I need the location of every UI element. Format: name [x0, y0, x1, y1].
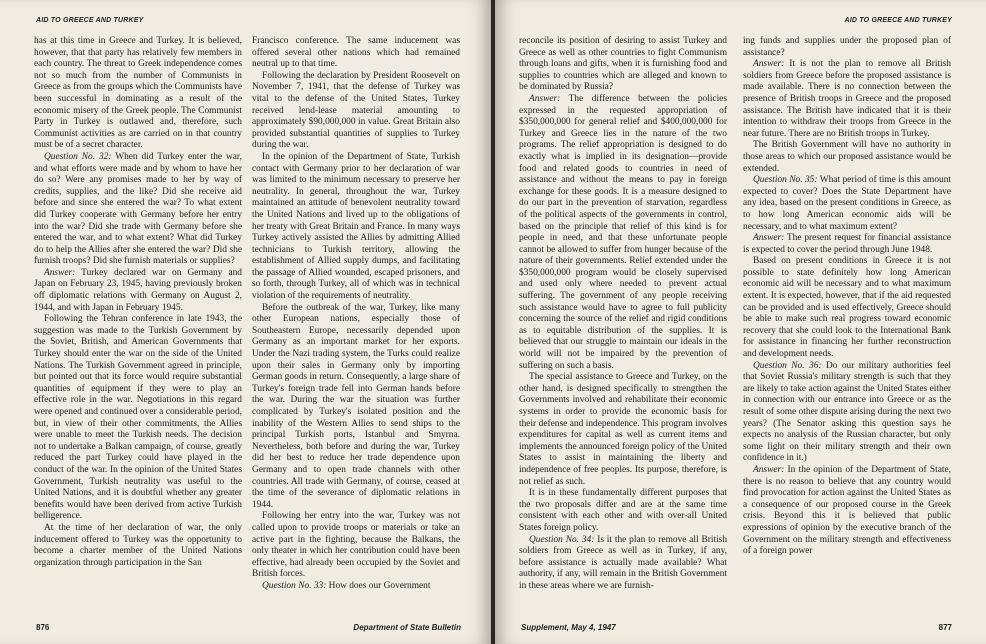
paragraph: [743, 361, 951, 465]
paragraph-label: Answer:: [44, 267, 76, 278]
paragraph: [743, 140, 951, 175]
paragraph: [743, 465, 951, 558]
paragraph-text: has at this time in Greece and Turkey. It is believed, however, that that party has relatively few members in each country. The threat to Greek independence comes not so much from the number of Communists in Greece as from the groups which the Communists have been successful in dominating as a result of the economic misery of the Greek people. The Communist Party in Turkey is outlawed and, therefore, such Communist activities as are carried on in that country must be of a secret character.: [34, 36, 242, 151]
paragraph-text: The difference between the policies expressed in the requested appropriation of $350,000,000 for general relief and $400,000,000 for Turkey and Greece lies in the nature of the two programs. The relief appropriation is designed to do exactly what is implied in its designation—provide food and related goods to countries in need of assistance and without the means to pay in foreign exchange for these goods. It is a measure designed to do our part in the prevention of starvation, regardless of the political aspects of the governments in control, based on the principle that relief of this kind is for people in need, and that these unfortunate people cannot be allowed to suffer from hunger because of the nature of their governments. Relief extended under the $350,000,000 program would be closely supervised and used only where needed to prevent actual suffering. The government of any people receiving such assistance would have to agree to full publicity concerning the source of the relief and rigid conditions as to equitable distribution of the supplies. It is believed that our struggle to maintain our ideals in the world will not be impaired by the prevention of suffering on such a basis.: [519, 93, 727, 371]
paragraph: [34, 152, 242, 268]
paragraph-label: Question No. 32:: [44, 151, 112, 162]
paragraph-text: It is not the plan to remove all British soldiers from Greece before the proposed assistance is made available. There is no connection between the presence of British troops in Greece and the proposed assistance. The British have indicated that it is their intention to withdraw their troops from Greece in the near future. There are no British troops in Turkey.: [743, 59, 951, 139]
paragraph: [252, 511, 460, 581]
paragraph-text: When did Turkey enter the war, and what efforts were made and by whom to have her do so? Were any promises made to her by way of credits, supplies, and the like? Did she receive aid before and since she entered the war? To what extent did Turkey cooperate with Germany before her entry into the war? Did she trade with Germany before she entered the war, and to what extent? What did Turkey do to help the Allies after she entered the war? Did she furnish troops? Did she furnish materials or supplies?: [34, 151, 242, 267]
paragraph-label: Question No. 35:: [753, 175, 818, 186]
right-page: [495, 0, 986, 644]
paragraph-text: What period of time is this amount expected to cover? Does the State Department have any idea, based on the present conditions in Greece, as to how long American economic aids will be necessary, and to what maximum extent?: [743, 175, 951, 232]
paragraph-text: Francisco conference. The same inducement was offered several other nations which had remained neutral up to that time.: [252, 36, 460, 70]
paragraph-label: Question No. 36:: [753, 360, 822, 371]
paragraph-label: Answer:: [753, 59, 785, 70]
paragraph-text: ing funds and supplies under the proposed plan of assistance?: [743, 36, 951, 58]
paragraph: [519, 94, 727, 372]
paragraph-text: Before the outbreak of the war, Turkey, like many other European nations, especially those of Southeastern Europe, necessarily depended upon Germany as an important market for her exports. Under the Nazi trading system, the Turks could realize upon their sales in Germany only by importing German goods in return. Consequently, a large share of Turkey's foreign trade fell into German hands before the war. During the war the situation was further complicated by Turkey's isolated position and the inability of the Western Allies to send ships to the principal Turkish ports, Istanbul and Smyrna. Nevertheless, both before and during the war, Turkey did her best to reduce her trade dependence upon Germany and to open trade channels with other countries. All trade with Germany, of course, ceased at the time of the severance of diplomatic relations in 1944.: [252, 302, 460, 510]
footer-title: Supplement, May 4, 1947: [521, 623, 616, 632]
paragraph: [743, 256, 951, 360]
footer-title: Department of State Bulletin: [353, 623, 461, 632]
paragraph: [519, 488, 727, 534]
paragraph: [519, 36, 727, 94]
paragraph: [252, 581, 460, 593]
column-1: [34, 36, 242, 610]
paragraph: [519, 535, 727, 593]
paragraph: [519, 372, 727, 488]
paragraph-text: The special assistance to Greece and Turkey, on the other hand, is designed specifically to strengthen the Governments involved and rehabilitate their economic systems in order to provide the economic basis for their defense and independence. This program involves expenditures for capital as well as current items and implements the announced foreign policy of the United States to assist in maintaining the liberty and independence of free peoples. Its purpose, therefore, is not relief as such.: [519, 372, 727, 487]
column-1: [519, 36, 727, 610]
paragraph: [252, 36, 460, 71]
paragraph-text: reconcile its position of desiring to assist Turkey and Greece as well as other countries to fight Communism through loans and gifts, when it is furnishing food and supplies to countries which are alleged and known to be dominated by Russia?: [519, 36, 727, 93]
paragraph-text: Is it the plan to remove all British soldiers from Greece as well as in Turkey, if any, before assistance is actually made available? What authority, if any, will remain in the British Government in these areas where we are furnish-: [519, 534, 727, 591]
paragraph: [34, 314, 242, 523]
paragraph-text: At the time of her declaration of war, the only inducement offered to Turkey was the opportunity to become a charter member of the United Nations organization through participation in the San: [34, 522, 242, 568]
paragraph: [252, 71, 460, 152]
column-2: [252, 36, 460, 610]
paragraph-text: Based on present conditions in Greece it is not possible to state definitely how long American economic aid will be necessary and to what maximum extent. It is expected, however, that if the aid requested can be provided and is used effectively, Greece should be able to make such real progress toward economic recovery that she could look to the International Bank for assistance in financing her further reconstruction and development needs.: [743, 256, 951, 360]
column-2: [743, 36, 951, 610]
left-page: [0, 0, 491, 644]
page-number: 877: [938, 623, 952, 632]
paragraph-text: The British Government will have no authority in those areas to which our proposed assistance would be extended.: [743, 140, 951, 174]
running-head: AID TO GREECE AND TURKEY: [844, 17, 952, 24]
paragraph: [743, 175, 951, 233]
paragraph-label: Answer:: [753, 233, 785, 244]
paragraph-label: Answer:: [529, 93, 561, 104]
page-number: 876: [36, 623, 50, 632]
paragraph-text: The present request for financial assistance is expected to cover the period through June 1948.: [743, 233, 951, 255]
paragraph: [743, 233, 951, 256]
paragraph: [34, 523, 242, 569]
paragraph-text: Following her entry into the war, Turkey was not called upon to provide troops or materials or take an active part in the fighting, because the Balkans, the only theater in which her contribution could have been effective, had already been occupied by the Soviet and British forces.: [252, 511, 460, 580]
paragraph-text: Following the declaration by President Roosevelt on November 7, 1941, that the defense of Turkey was vital to the defense of the United States, Turkey received lend-lease material amounting to approximately $90,000,000 in value. Great Britain also provided substantial quantities of supplies to Turkey during the war.: [252, 70, 460, 151]
paragraph: [34, 268, 242, 314]
paragraph-text: In the opinion of the Department of State, there is no reason to believe that any country would find provocation for action against the United States as a consequence of our proposed course in the Greek crisis. Beyond this it is believed that public expressions of opinion by the executive branch of the Government on the military strength and effectiveness of a foreign power: [743, 464, 951, 557]
text-columns: [34, 36, 460, 610]
paragraph-text: Following the Tehran conference in late 1943, the suggestion was made to the Turkish Government by the Soviet, British, and American Governments that Turkey should enter the war on the side of the United Nations. The Turkish Government agreed in principle, but pointed out that its force would require substantial quantities of equipment if they were to play an effective role in the war. Negotiations in this regard were opened and continued over a considerable period, but, in view of their other commitments, the Allies were unable to meet the Turkish needs. The decision not to undertake a Balkan campaign, of course, greatly reduced the part Turkey could have played in the conduct of the war. In the opinion of the United States Government, Turkish neutrality was useful to the United Nations, and it is doubtful whether any greater benefits would have been derived from active Turkish belligerence.: [34, 314, 242, 522]
paragraph: [743, 59, 951, 140]
paragraph-label: Question No. 33:: [262, 580, 327, 591]
running-head: AID TO GREECE AND TURKEY: [36, 17, 144, 24]
text-columns: [519, 36, 951, 610]
paragraph-text: Turkey declared war on Germany and Japan on February 23, 1945, having previously broken off diplomatic relations with Germany on August 2, 1944, and with Japan in February 1945.: [34, 267, 242, 313]
paragraph-text: In the opinion of the Department of State, Turkish contact with Germany prior to her declaration of war was limited to the minimum necessary to preserve her neutrality. In general, throughout the war, Turkey maintained an attitude of benevolent neutrality toward the United Nations and lived up to the obligations of her treaty with Great Britain and France. In many ways Turkey actively assisted the Allies by admitting Allied technicians to Turkish territory, allowing the establishment of Allied supply dumps, and facilitating the passage of Allied wounded, escaped prisoners, and so forth, through Turkey, all of which was in technical violation of the requirements of neutrality.: [252, 151, 460, 302]
paragraph-label: Question No. 34:: [529, 534, 595, 545]
paragraph: [252, 303, 460, 512]
paragraph: [34, 36, 242, 152]
paragraph-text: It is in these fundamentally different purposes that the two proposals differ and are at the same time consistent with each other and with over-all United States foreign policy.: [519, 488, 727, 533]
paragraph-label: Answer:: [753, 464, 785, 475]
paragraph-text: How does our Government: [326, 580, 431, 591]
paragraph: [252, 152, 460, 303]
paragraph: [743, 36, 951, 59]
paragraph-text: Do our military authorities feel that Soviet Russia's military strength is such that they are likely to take action against the United States either in connection with our entrance into Greece or as the result of some other dispute arising during the next two years? (The Senator asking this question says he expects no analysis of the Russian character, but only some light on their military strength and their own confidence in it.): [743, 360, 951, 464]
